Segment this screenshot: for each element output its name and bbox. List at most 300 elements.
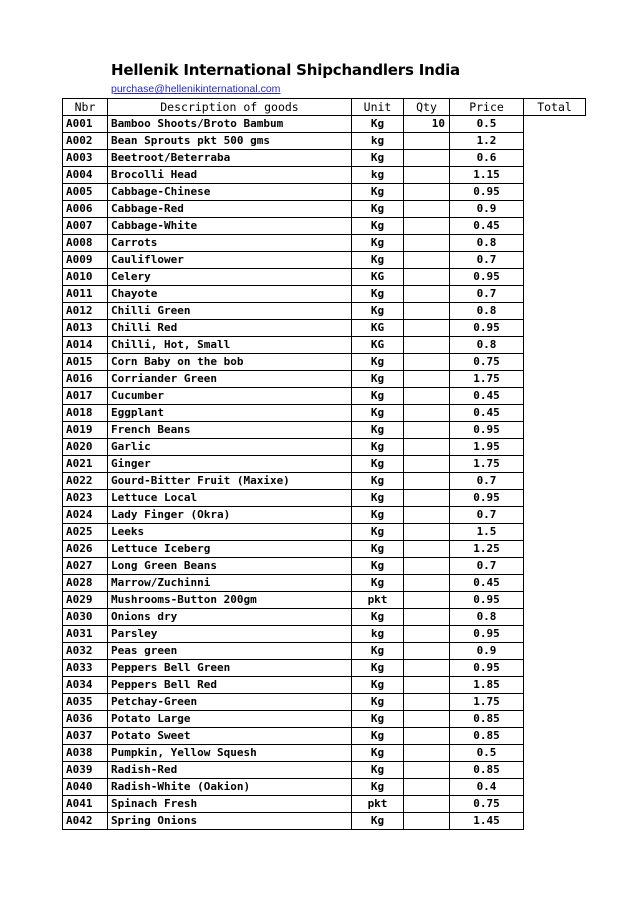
cell-nbr: A033 — [63, 660, 108, 677]
cell-qty[interactable] — [404, 728, 450, 745]
cell-qty[interactable] — [404, 133, 450, 150]
table-row — [63, 116, 586, 133]
cell-description: Garlic — [108, 439, 352, 456]
cell-nbr: A034 — [63, 677, 108, 694]
cell-total — [524, 388, 586, 405]
cell-unit: Kg — [352, 252, 404, 269]
cell-unit: KG — [352, 337, 404, 354]
cell-description: Lettuce Iceberg — [108, 541, 352, 558]
cell-qty[interactable] — [404, 286, 450, 303]
table-row — [63, 252, 586, 269]
cell-qty[interactable] — [404, 337, 450, 354]
cell-total — [524, 490, 586, 507]
cell-price: 0.4 — [450, 779, 524, 796]
cell-total — [524, 167, 586, 184]
cell-nbr: A036 — [63, 711, 108, 728]
cell-nbr: A012 — [63, 303, 108, 320]
cell-total — [524, 524, 586, 541]
cell-nbr: A014 — [63, 337, 108, 354]
cell-qty[interactable] — [404, 473, 450, 490]
cell-description: Peppers Bell Red — [108, 677, 352, 694]
cell-qty[interactable] — [404, 167, 450, 184]
cell-qty[interactable] — [404, 184, 450, 201]
cell-qty[interactable] — [404, 762, 450, 779]
cell-nbr: A008 — [63, 235, 108, 252]
cell-price: 0.7 — [450, 558, 524, 575]
cell-total — [524, 677, 586, 694]
table-row — [63, 813, 586, 830]
cell-description: Long Green Beans — [108, 558, 352, 575]
cell-total — [524, 184, 586, 201]
table-row — [63, 269, 586, 286]
cell-unit: Kg — [352, 116, 404, 133]
cell-total — [524, 507, 586, 524]
cell-unit: Kg — [352, 728, 404, 745]
cell-total — [524, 116, 586, 133]
column-header-description: Description of goods — [108, 99, 352, 116]
cell-total — [524, 728, 586, 745]
cell-total — [524, 796, 586, 813]
cell-nbr: A001 — [63, 116, 108, 133]
cell-qty[interactable] — [404, 813, 450, 830]
cell-unit: Kg — [352, 286, 404, 303]
cell-description: Spring Onions — [108, 813, 352, 830]
cell-nbr: A024 — [63, 507, 108, 524]
column-header-unit: Unit — [352, 99, 404, 116]
table-row — [63, 439, 586, 456]
cell-qty[interactable] — [404, 626, 450, 643]
table-row — [63, 575, 586, 592]
cell-total — [524, 711, 586, 728]
cell-price: 0.75 — [450, 354, 524, 371]
table-row — [63, 728, 586, 745]
cell-description: Petchay-Green — [108, 694, 352, 711]
cell-price: 0.8 — [450, 609, 524, 626]
cell-price: 0.95 — [450, 320, 524, 337]
cell-unit: KG — [352, 320, 404, 337]
cell-unit: Kg — [352, 660, 404, 677]
cell-description: Onions dry — [108, 609, 352, 626]
cell-nbr: A006 — [63, 201, 108, 218]
cell-nbr: A030 — [63, 609, 108, 626]
cell-price: 1.75 — [450, 456, 524, 473]
cell-total — [524, 541, 586, 558]
cell-qty[interactable] — [404, 541, 450, 558]
cell-nbr: A029 — [63, 592, 108, 609]
cell-price: 0.85 — [450, 728, 524, 745]
table-row — [63, 167, 586, 184]
cell-nbr: A005 — [63, 184, 108, 201]
cell-total — [524, 473, 586, 490]
cell-unit: Kg — [352, 575, 404, 592]
cell-unit: kg — [352, 626, 404, 643]
table-row — [63, 371, 586, 388]
cell-nbr: A010 — [63, 269, 108, 286]
cell-nbr: A015 — [63, 354, 108, 371]
cell-qty[interactable] — [404, 235, 450, 252]
cell-unit: Kg — [352, 235, 404, 252]
cell-total — [524, 235, 586, 252]
table-row — [63, 524, 586, 541]
cell-total — [524, 592, 586, 609]
cell-unit: Kg — [352, 524, 404, 541]
cell-nbr: A039 — [63, 762, 108, 779]
table-row — [63, 711, 586, 728]
cell-price: 0.95 — [450, 490, 524, 507]
cell-description: Pumpkin, Yellow Squesh — [108, 745, 352, 762]
cell-qty[interactable] — [404, 456, 450, 473]
cell-price: 1.25 — [450, 541, 524, 558]
cell-unit: Kg — [352, 303, 404, 320]
column-header-nbr: Nbr — [63, 99, 108, 116]
table-row — [63, 456, 586, 473]
cell-price: 1.5 — [450, 524, 524, 541]
cell-unit: Kg — [352, 473, 404, 490]
cell-nbr: A016 — [63, 371, 108, 388]
cell-nbr: A011 — [63, 286, 108, 303]
cell-price: 0.7 — [450, 473, 524, 490]
cell-price: 0.45 — [450, 388, 524, 405]
cell-unit: kg — [352, 167, 404, 184]
column-header-qty: Qty — [404, 99, 450, 116]
cell-total — [524, 575, 586, 592]
company-email-link[interactable]: purchase@hellenikinternational.com — [111, 83, 281, 95]
cell-qty[interactable] — [404, 524, 450, 541]
cell-price: 0.95 — [450, 660, 524, 677]
company-name: Hellenik International Shipchandlers India — [111, 61, 460, 79]
cell-total — [524, 405, 586, 422]
column-header-total: Total — [524, 99, 586, 116]
cell-price: 1.2 — [450, 133, 524, 150]
cell-price: 0.95 — [450, 422, 524, 439]
cell-unit: Kg — [352, 150, 404, 167]
cell-total — [524, 643, 586, 660]
cell-nbr: A013 — [63, 320, 108, 337]
cell-description: Marrow/Zuchinni — [108, 575, 352, 592]
table-row — [63, 286, 586, 303]
cell-description: French Beans — [108, 422, 352, 439]
cell-nbr: A037 — [63, 728, 108, 745]
price-list-table — [62, 98, 586, 830]
cell-nbr: A018 — [63, 405, 108, 422]
cell-price: 1.85 — [450, 677, 524, 694]
cell-description: Cabbage-White — [108, 218, 352, 235]
cell-description: Corn Baby on the bob — [108, 354, 352, 371]
table-row — [63, 660, 586, 677]
cell-qty[interactable] — [404, 592, 450, 609]
cell-total — [524, 218, 586, 235]
table-row — [63, 354, 586, 371]
cell-qty[interactable] — [404, 320, 450, 337]
cell-unit: Kg — [352, 456, 404, 473]
cell-nbr: A023 — [63, 490, 108, 507]
cell-total — [524, 456, 586, 473]
cell-description: Lady Finger (Okra) — [108, 507, 352, 524]
cell-price: 0.95 — [450, 184, 524, 201]
cell-nbr: A028 — [63, 575, 108, 592]
cell-nbr: A004 — [63, 167, 108, 184]
cell-total — [524, 422, 586, 439]
cell-description: Peas green — [108, 643, 352, 660]
cell-description: Gourd-Bitter Fruit (Maxixe) — [108, 473, 352, 490]
cell-total — [524, 286, 586, 303]
cell-qty[interactable] — [404, 269, 450, 286]
cell-price: 0.95 — [450, 269, 524, 286]
cell-qty[interactable] — [404, 745, 450, 762]
cell-total — [524, 269, 586, 286]
cell-unit: Kg — [352, 422, 404, 439]
cell-nbr: A003 — [63, 150, 108, 167]
cell-nbr: A020 — [63, 439, 108, 456]
cell-qty[interactable] — [404, 507, 450, 524]
cell-price: 1.75 — [450, 694, 524, 711]
cell-nbr: A035 — [63, 694, 108, 711]
cell-qty[interactable] — [404, 779, 450, 796]
cell-unit: Kg — [352, 694, 404, 711]
cell-price: 0.95 — [450, 626, 524, 643]
cell-description: Peppers Bell Green — [108, 660, 352, 677]
table-row — [63, 490, 586, 507]
cell-unit: Kg — [352, 371, 404, 388]
cell-price: 0.9 — [450, 643, 524, 660]
cell-unit: Kg — [352, 405, 404, 422]
cell-description: Spinach Fresh — [108, 796, 352, 813]
cell-total — [524, 201, 586, 218]
cell-qty[interactable] — [404, 490, 450, 507]
cell-description: Chayote — [108, 286, 352, 303]
table-row — [63, 507, 586, 524]
cell-price: 0.7 — [450, 507, 524, 524]
cell-total — [524, 762, 586, 779]
cell-price: 0.5 — [450, 116, 524, 133]
table-row — [63, 337, 586, 354]
cell-nbr: A041 — [63, 796, 108, 813]
cell-qty[interactable] — [404, 218, 450, 235]
cell-price: 1.95 — [450, 439, 524, 456]
cell-qty[interactable] — [404, 371, 450, 388]
cell-description: Cauliflower — [108, 252, 352, 269]
cell-unit: kg — [352, 133, 404, 150]
cell-price: 0.9 — [450, 201, 524, 218]
table-row — [63, 677, 586, 694]
cell-nbr: A025 — [63, 524, 108, 541]
cell-qty[interactable] — [404, 150, 450, 167]
cell-price: 0.5 — [450, 745, 524, 762]
cell-nbr: A038 — [63, 745, 108, 762]
table-row — [63, 626, 586, 643]
cell-price: 0.45 — [450, 405, 524, 422]
cell-price: 0.85 — [450, 762, 524, 779]
cell-unit: Kg — [352, 558, 404, 575]
column-header-price: Price — [450, 99, 524, 116]
cell-qty[interactable] — [404, 694, 450, 711]
cell-nbr: A040 — [63, 779, 108, 796]
cell-price: 1.45 — [450, 813, 524, 830]
cell-unit: Kg — [352, 609, 404, 626]
table-row — [63, 762, 586, 779]
cell-total — [524, 354, 586, 371]
cell-description: Cucumber — [108, 388, 352, 405]
table-row — [63, 541, 586, 558]
cell-price: 1.75 — [450, 371, 524, 388]
table-row — [63, 235, 586, 252]
cell-description: Eggplant — [108, 405, 352, 422]
table-row — [63, 320, 586, 337]
cell-total — [524, 694, 586, 711]
cell-unit: Kg — [352, 388, 404, 405]
table-row — [63, 694, 586, 711]
table-row — [63, 388, 586, 405]
cell-total — [524, 609, 586, 626]
cell-nbr: A009 — [63, 252, 108, 269]
cell-description: Beetroot/Beterraba — [108, 150, 352, 167]
cell-nbr: A002 — [63, 133, 108, 150]
cell-total — [524, 337, 586, 354]
cell-unit: pkt — [352, 796, 404, 813]
table-header-row — [63, 99, 586, 116]
cell-nbr: A019 — [63, 422, 108, 439]
table-row — [63, 592, 586, 609]
table-row — [63, 184, 586, 201]
cell-description: Cabbage-Red — [108, 201, 352, 218]
cell-nbr: A021 — [63, 456, 108, 473]
table-row — [63, 218, 586, 235]
cell-qty[interactable] — [404, 711, 450, 728]
cell-qty[interactable]: 10 — [404, 116, 450, 133]
cell-description: Leeks — [108, 524, 352, 541]
cell-total — [524, 303, 586, 320]
cell-unit: Kg — [352, 490, 404, 507]
table-row — [63, 558, 586, 575]
cell-description: Carrots — [108, 235, 352, 252]
cell-unit: Kg — [352, 745, 404, 762]
cell-price: 0.45 — [450, 218, 524, 235]
cell-unit: Kg — [352, 813, 404, 830]
cell-unit: Kg — [352, 439, 404, 456]
cell-total — [524, 133, 586, 150]
cell-description: Cabbage-Chinese — [108, 184, 352, 201]
cell-total — [524, 660, 586, 677]
table-row — [63, 609, 586, 626]
cell-description: Chilli, Hot, Small — [108, 337, 352, 354]
cell-description: Lettuce Local — [108, 490, 352, 507]
cell-nbr: A026 — [63, 541, 108, 558]
cell-qty[interactable] — [404, 660, 450, 677]
cell-unit: Kg — [352, 507, 404, 524]
cell-description: Corriander Green — [108, 371, 352, 388]
cell-description: Radish-White (Oakion) — [108, 779, 352, 796]
cell-qty[interactable] — [404, 796, 450, 813]
cell-total — [524, 745, 586, 762]
cell-price: 0.45 — [450, 575, 524, 592]
cell-qty[interactable] — [404, 388, 450, 405]
cell-nbr: A042 — [63, 813, 108, 830]
cell-unit: KG — [352, 269, 404, 286]
cell-price: 0.75 — [450, 796, 524, 813]
cell-unit: Kg — [352, 218, 404, 235]
table-row — [63, 303, 586, 320]
cell-price: 0.8 — [450, 235, 524, 252]
table-row — [63, 779, 586, 796]
cell-qty[interactable] — [404, 405, 450, 422]
cell-price: 0.85 — [450, 711, 524, 728]
cell-price: 0.8 — [450, 303, 524, 320]
cell-total — [524, 320, 586, 337]
cell-unit: Kg — [352, 354, 404, 371]
cell-description: Potato Large — [108, 711, 352, 728]
table-row — [63, 150, 586, 167]
cell-price: 0.95 — [450, 592, 524, 609]
cell-qty[interactable] — [404, 643, 450, 660]
cell-nbr: A031 — [63, 626, 108, 643]
cell-qty[interactable] — [404, 558, 450, 575]
cell-total — [524, 371, 586, 388]
cell-qty[interactable] — [404, 677, 450, 694]
table-row — [63, 745, 586, 762]
cell-qty[interactable] — [404, 201, 450, 218]
cell-price: 0.6 — [450, 150, 524, 167]
cell-description: Mushrooms-Button 200gm — [108, 592, 352, 609]
cell-description: Brocolli Head — [108, 167, 352, 184]
table-row — [63, 133, 586, 150]
table-row — [63, 201, 586, 218]
table-body — [63, 116, 586, 830]
table-row — [63, 422, 586, 439]
cell-total — [524, 150, 586, 167]
cell-nbr: A022 — [63, 473, 108, 490]
cell-description: Bamboo Shoots/Broto Bambum — [108, 116, 352, 133]
cell-description: Chilli Red — [108, 320, 352, 337]
cell-unit: Kg — [352, 201, 404, 218]
cell-qty[interactable] — [404, 439, 450, 456]
cell-qty[interactable] — [404, 354, 450, 371]
cell-nbr: A032 — [63, 643, 108, 660]
cell-description: Ginger — [108, 456, 352, 473]
cell-nbr: A027 — [63, 558, 108, 575]
cell-total — [524, 558, 586, 575]
cell-nbr: A017 — [63, 388, 108, 405]
cell-unit: Kg — [352, 184, 404, 201]
cell-total — [524, 252, 586, 269]
cell-price: 1.15 — [450, 167, 524, 184]
cell-description: Celery — [108, 269, 352, 286]
cell-total — [524, 439, 586, 456]
cell-nbr: A007 — [63, 218, 108, 235]
cell-unit: Kg — [352, 541, 404, 558]
cell-unit: Kg — [352, 779, 404, 796]
cell-total — [524, 813, 586, 830]
cell-unit: Kg — [352, 762, 404, 779]
cell-qty[interactable] — [404, 609, 450, 626]
table-row — [63, 796, 586, 813]
cell-total — [524, 626, 586, 643]
table-row — [63, 473, 586, 490]
cell-qty[interactable] — [404, 575, 450, 592]
cell-description: Chilli Green — [108, 303, 352, 320]
table-row — [63, 643, 586, 660]
cell-qty[interactable] — [404, 422, 450, 439]
cell-qty[interactable] — [404, 303, 450, 320]
cell-description: Bean Sprouts pkt 500 gms — [108, 133, 352, 150]
cell-total — [524, 779, 586, 796]
cell-unit: Kg — [352, 711, 404, 728]
cell-unit: Kg — [352, 643, 404, 660]
cell-description: Radish-Red — [108, 762, 352, 779]
cell-price: 0.8 — [450, 337, 524, 354]
cell-unit: pkt — [352, 592, 404, 609]
cell-qty[interactable] — [404, 252, 450, 269]
cell-description: Parsley — [108, 626, 352, 643]
